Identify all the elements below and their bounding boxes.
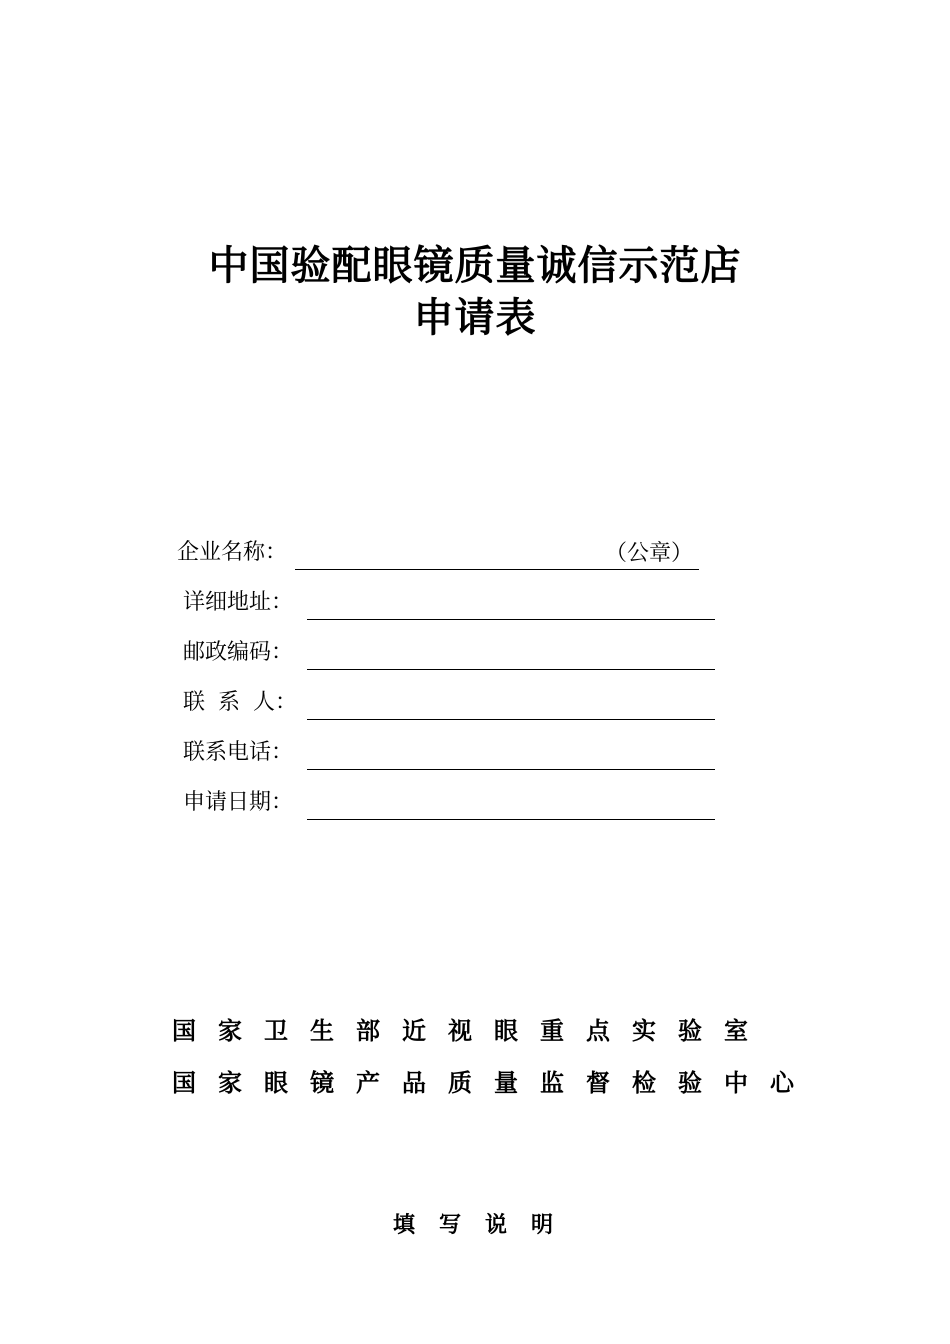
application-date-label: 申请日期：: [183, 790, 294, 815]
organization-line-1: 国家卫生部近视眼重点实验室: [172, 1017, 770, 1045]
organization-line-2: 国家眼镜产品质量监督检验中心: [172, 1069, 816, 1097]
issuing-organizations: [172, 1005, 816, 1109]
form-row-address: [177, 570, 717, 620]
company-name-field[interactable]: [295, 541, 699, 570]
form-row-application-date: [177, 770, 717, 820]
document-title: [0, 240, 950, 344]
form-row-contact-person: [177, 670, 717, 720]
title-line-2: 申请表: [413, 295, 537, 341]
contact-person-label: 联 系 人：: [183, 690, 297, 715]
form-row-phone: [177, 720, 717, 770]
form-row-company-name: [177, 520, 717, 570]
application-form: [177, 520, 717, 820]
contact-person-field[interactable]: [307, 691, 715, 720]
application-date-field[interactable]: [307, 791, 715, 820]
phone-field[interactable]: [307, 741, 715, 770]
address-label: 详细地址：: [183, 590, 294, 615]
seal-note: （公章）: [604, 541, 693, 566]
phone-label: 联系电话：: [183, 740, 294, 765]
title-line-1: 中国验配眼镜质量诚信示范店: [208, 243, 742, 289]
company-name-label: 企业名称：: [177, 540, 288, 565]
notes-heading: 填写说明: [392, 1213, 577, 1238]
form-row-postal-code: [177, 620, 717, 670]
postal-code-field[interactable]: [307, 641, 715, 670]
postal-code-label: 邮政编码：: [183, 640, 294, 665]
address-field[interactable]: [307, 591, 715, 620]
